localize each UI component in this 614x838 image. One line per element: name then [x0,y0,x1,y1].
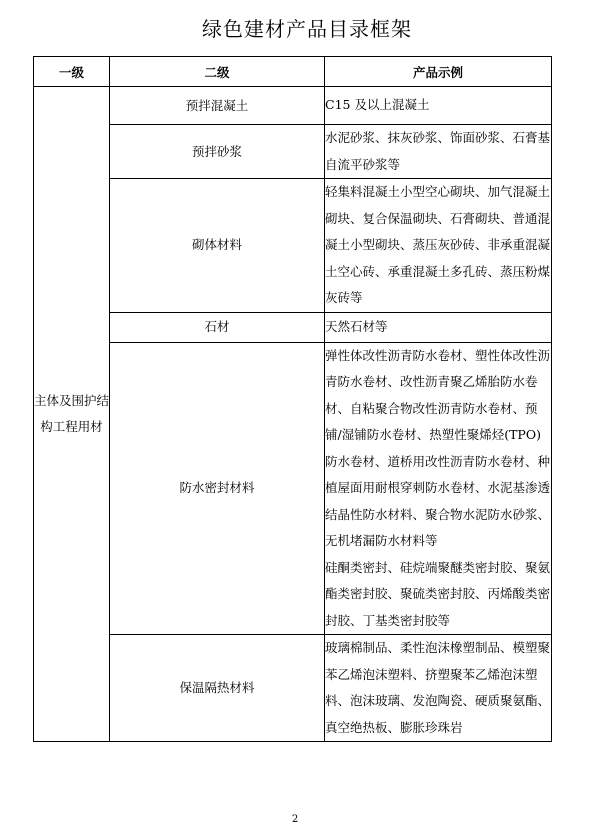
page-number: 2 [291,814,299,825]
catalog-table [33,56,552,742]
table-row [34,312,552,342]
level2-category: 预拌混凝土 [110,87,325,125]
level2-category: 砌体材料 [110,179,325,313]
table-header-row [34,57,552,87]
table-row [34,125,552,179]
level2-category: 石材 [110,312,325,342]
examples-text: C15 及以上混凝土 [325,97,430,113]
level2-category: 预拌砂浆 [110,125,325,179]
examples-text: 水泥砂浆、抹灰砂浆、饰面砂浆、石膏基自流平砂浆等 [325,130,551,172]
level2-category: 保温隔热材料 [110,635,325,742]
table-row [34,87,552,125]
header-level1: 一级 [34,57,110,87]
product-examples [325,342,552,635]
level1-category: 主体及围护结构工程用材 [34,87,110,742]
level2-category: 防水密封材料 [110,342,325,635]
product-examples [325,87,552,125]
table-row [34,635,552,742]
page-title: 绿色建材产品目录框架 [202,17,412,41]
product-examples [325,179,552,313]
examples-text: 硅酮类密封、硅烷端聚醚类密封胶、聚氨酯类密封胶、聚硫类密封胶、丙烯酸类密封胶、丁基类密封胶等 [325,559,551,628]
table-row [34,342,552,635]
product-examples [325,125,552,179]
table-row [34,179,552,313]
header-examples: 产品示例 [325,57,552,87]
product-examples [325,635,552,742]
product-examples [325,312,552,342]
header-level2: 二级 [110,57,325,87]
examples-text: 玻璃棉制品、柔性泡沫橡塑制品、模塑聚苯乙烯泡沫塑料、挤塑聚苯乙烯泡沫塑料、泡沫玻璃、发泡陶瓷、硬质聚氨酯、真空绝热板、膨胀珍珠岩 [325,640,551,735]
examples-text: 轻集料混凝土小型空心砌块、加气混凝土砌块、复合保温砌块、石膏砌块、普通混凝土小型砌块、蒸压灰砂砖、非承重混凝土空心砖、承重混凝土多孔砖、蒸压粉煤灰砖等 [325,184,551,305]
examples-text: 弹性体改性沥青防水卷材、塑性体改性沥青防水卷材、改性沥青聚乙烯胎防水卷材、自粘聚合物改性沥青防水卷材、预铺/湿铺防水卷材、热塑性聚烯烃(TPO)防水卷材、道桥用改性沥青防水卷材、种植屋面用耐根穿刺防水卷材、水泥基渗透结晶性防水材料、聚合物水泥防水砂浆、无机堵漏防水材料等 [325,347,551,548]
examples-text: 天然石材等 [325,318,388,334]
